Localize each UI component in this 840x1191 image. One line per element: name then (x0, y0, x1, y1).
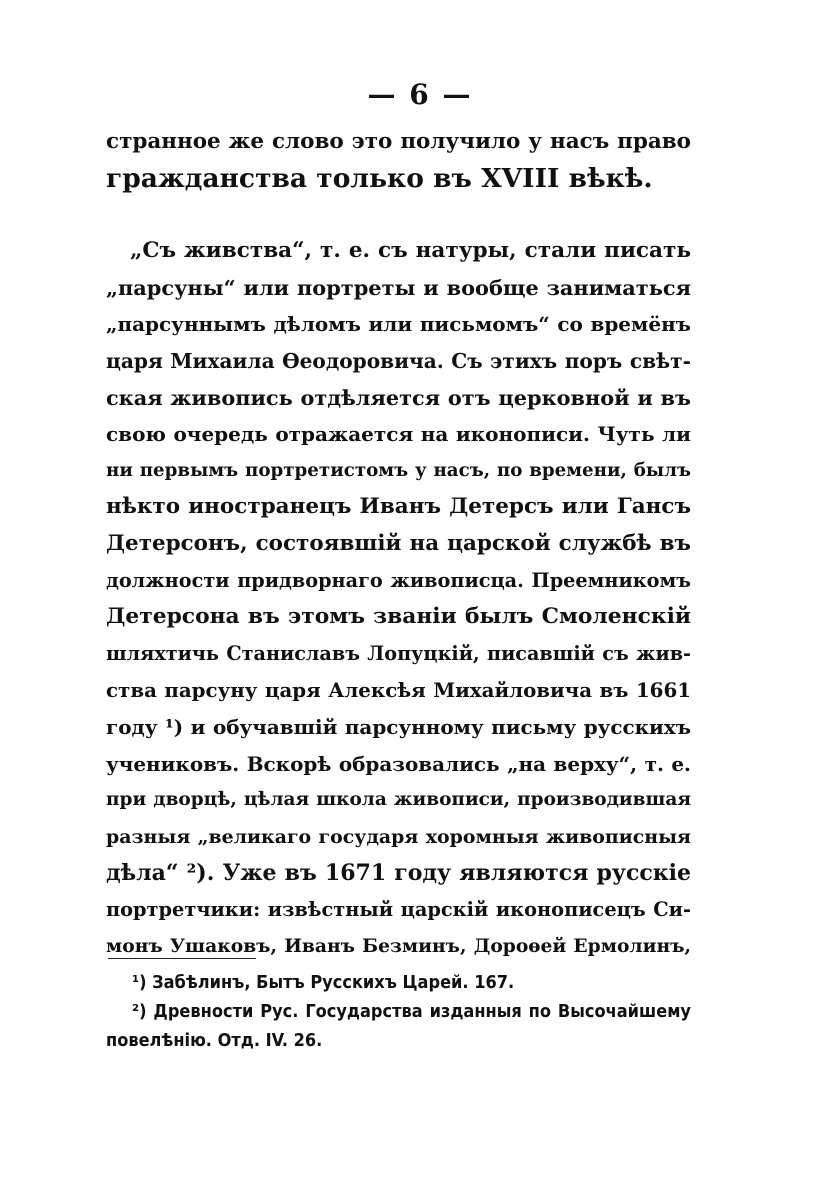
text-line: портретчики: извѣстный царскій иконописецъ Си- (106, 897, 691, 921)
text-line: ская живопись отдѣляется отъ церковной и въ (106, 384, 691, 410)
text-line: свою очередь отражается на иконописи. Чуть ли (106, 422, 691, 447)
text-line: „парсуны“ или портреты и вообще заниматься (106, 274, 691, 300)
body-text (106, 124, 691, 965)
text-line: Детерсона въ этомъ званіи былъ Смоленскій (106, 604, 691, 630)
text-line: царя Михаила Ѳеодоровича. Съ этихъ поръ свѣт- (106, 348, 691, 373)
text-line: монъ Ушаковъ, Иванъ Безминъ, Дороѳей Ермолинъ, (106, 935, 691, 958)
text-line: учениковъ. Вскорѣ образовались „на верху“, т. е. (106, 751, 691, 776)
text-line: дѣла“ ²). Уже въ 1671 году являются русскіе (106, 860, 691, 887)
footnote-1 (106, 968, 691, 997)
text-line: гражданства только въ XVIII вѣкѣ. (106, 162, 653, 194)
text-line: году ¹) и обучавшій парсунному письму русскихъ (106, 714, 691, 739)
paragraph-2 (106, 233, 691, 965)
page-number: — 6 — (367, 78, 473, 111)
text-line: при дворцѣ, цѣлая школа живописи, производившая (106, 789, 691, 811)
footnotes (106, 968, 691, 1055)
text-line: нѣкто иностранецъ Иванъ Детерсъ или Гансъ (106, 494, 691, 520)
footnote-line: повелѣнію. Отд. IV. 26. (106, 1030, 323, 1051)
text-line: ни первымъ портретистомъ у насъ, по времени, былъ (106, 459, 691, 481)
footnote-line: ²) Древности Рус. Государства изданныя по Высочайшему (132, 1001, 691, 1022)
paragraph-1 (106, 124, 691, 197)
text-line: странное же слово это получило у насъ право (106, 129, 691, 154)
text-line: шляхтичь Станиславъ Лопуцкій, писавшій съ жив- (106, 641, 691, 665)
footnote-divider (108, 958, 256, 959)
text-line: должности придворнаго живописца. Преемникомъ (106, 568, 691, 592)
text-line: „Съ живства“, т. е. съ натуры, стали писать (130, 238, 691, 264)
paragraph-gap (106, 197, 691, 233)
text-line: ства парсуну царя Алексѣя Михайловича въ 1661 (106, 678, 691, 703)
text-line: разныя „великаго государя хоромныя живописныя (106, 825, 691, 848)
footnote-2 (106, 997, 691, 1055)
text-line: „парсуннымъ дѣломъ или письмомъ“ со времёнъ (106, 312, 691, 337)
footnote-line: ¹) Забѣлинъ, Бытъ Русскихъ Царей. 167. (132, 972, 515, 993)
text-line: Детерсонъ, состоявшій на царской службѣ въ (106, 530, 691, 556)
